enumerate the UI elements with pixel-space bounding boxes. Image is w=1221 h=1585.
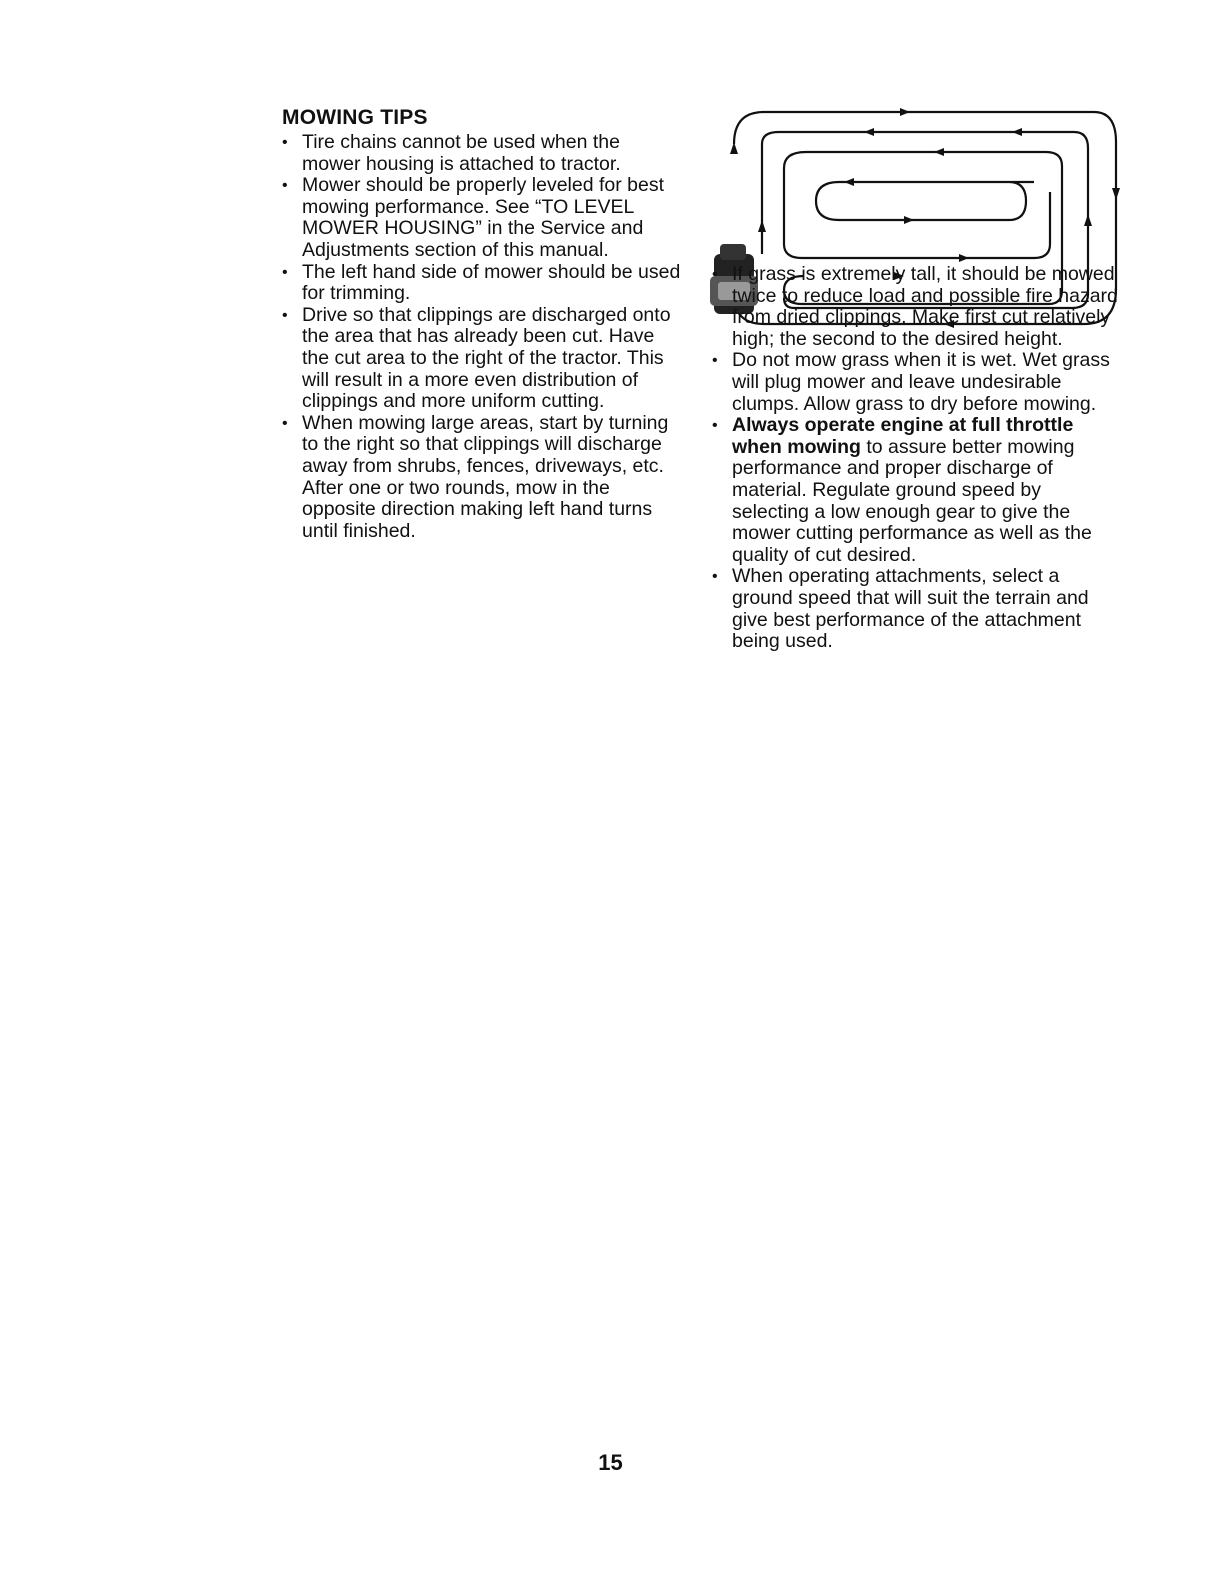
throttle-tip-bold: Always operate engine at full throttle when mowing — [732, 414, 1074, 458]
arrow-up-ring — [758, 220, 766, 232]
list-item: • If grass is extremely tall, it should be mowed twice to reduce load and possible fire hazard from dried clippings. Make first cut relatively high; the second to the desired height. — [712, 264, 1122, 350]
arrow-up-right — [1084, 214, 1092, 226]
list-item: • Mower should be properly leveled for best mowing performance. See “TO LEVEL MOWER HOUSING” in the Service and Adjustments section of this manual. — [282, 175, 682, 261]
list-item: • When operating attachments, select a ground speed that will suit the terrain and give best performance of the attachment being used. — [712, 566, 1122, 652]
right-tips-list — [712, 264, 1122, 653]
arrow-left-ring-2 — [1012, 128, 1022, 136]
left-column — [282, 106, 682, 542]
arrow-left-inner — [844, 178, 854, 186]
list-item: • The left hand side of mower should be used for trimming. — [282, 262, 682, 305]
list-item: • Tire chains cannot be used when the mower housing is attached to tractor. — [282, 132, 682, 175]
arrow-right-mid — [959, 254, 969, 262]
section-heading: MOWING TIPS — [282, 106, 428, 129]
throttle-tip-text: to assure better mowing performance and proper discharge of material. Regulate ground speed by selecting a low enough gear to give the mower cutting performance as well as the quality of cut desired. — [732, 435, 1092, 566]
arrow-left-ring — [864, 128, 874, 136]
inner-loop-path — [816, 182, 1034, 220]
arrow-down-right — [1112, 188, 1120, 200]
arrow-up-left — [730, 142, 738, 154]
page-number: 15 — [598, 1450, 623, 1475]
arrow-right-top — [900, 108, 910, 116]
arrow-right-inner — [904, 216, 914, 224]
right-column — [712, 264, 1122, 653]
list-item: • Drive so that clippings are discharged onto the area that has already been cut. Have the cut area to the right of the tractor. This will result in a more even distribution of clippings and more uniform cutting. — [282, 305, 682, 413]
throttle-tip — [712, 415, 1122, 566]
list-item: • Do not mow grass when it is wet. Wet grass will plug mower and leave undesirable clumps. Allow grass to dry before mowing. — [712, 350, 1122, 415]
left-tips-list — [282, 132, 682, 542]
list-item: • When mowing large areas, start by turning to the right so that clippings will discharge away from shrubs, fences, driveways, etc. After one or two rounds, mow in the opposite direction making left hand turns until finished. — [282, 413, 682, 543]
arrow-left-ring-3 — [934, 148, 944, 156]
